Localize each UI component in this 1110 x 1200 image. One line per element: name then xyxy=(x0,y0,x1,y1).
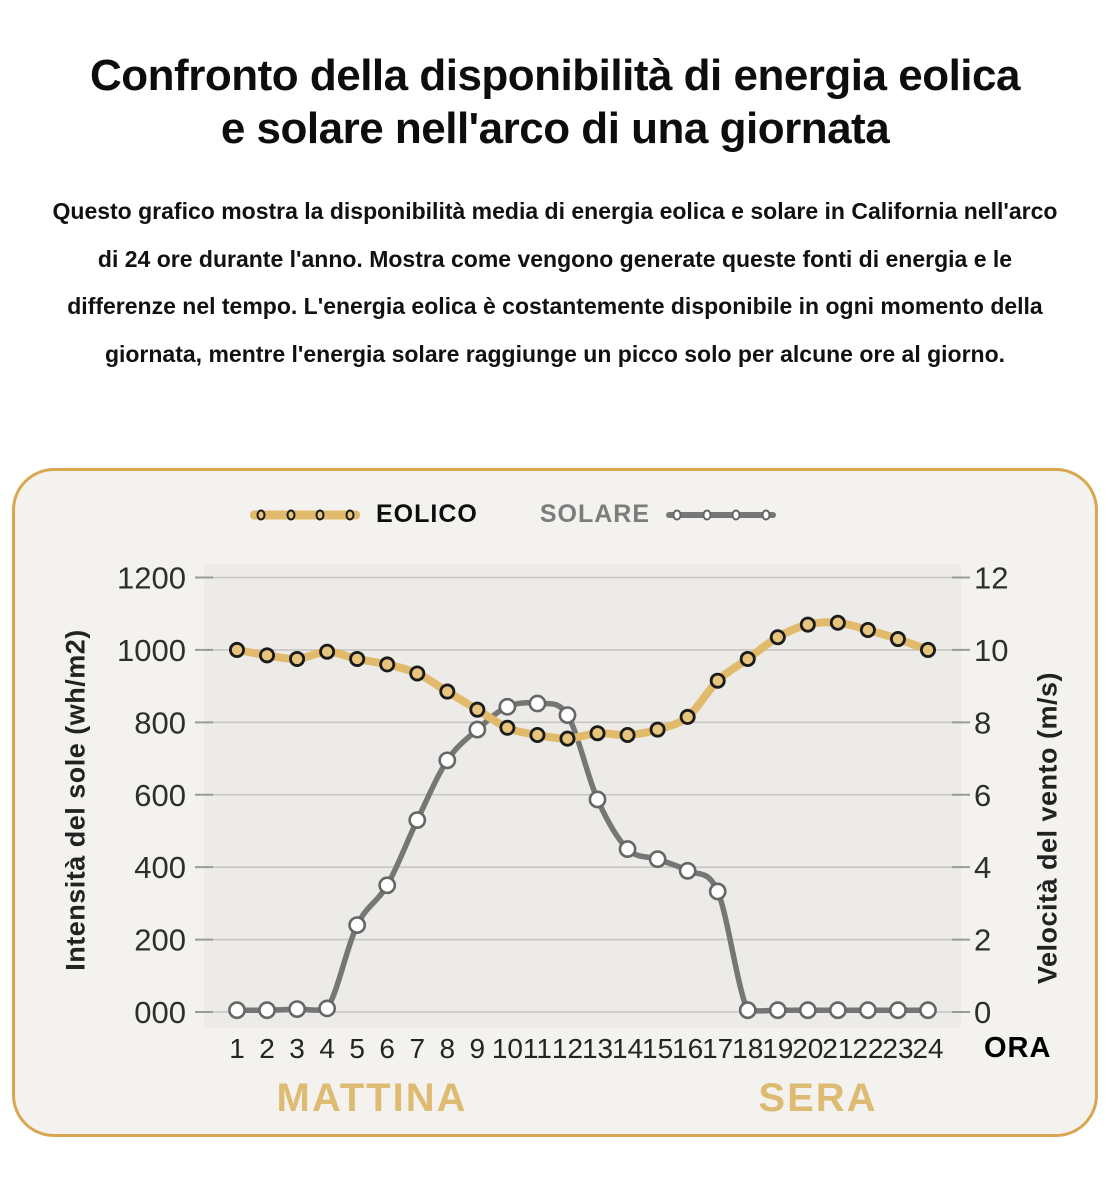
x-axis-tick-label: 4 xyxy=(319,1033,335,1064)
left-axis-tick-label: 1000 xyxy=(117,632,186,668)
plot-background xyxy=(204,564,961,1028)
wind-data-point xyxy=(531,728,544,741)
x-axis-tick-label: 24 xyxy=(912,1033,944,1064)
wind-data-point xyxy=(441,685,454,698)
solar-data-point xyxy=(440,753,455,768)
wind-data-point xyxy=(230,643,243,656)
evening-label: SERA xyxy=(758,1076,878,1120)
right-axis-tick-label: 10 xyxy=(974,632,1009,668)
x-axis-tick-label: 15 xyxy=(642,1033,674,1064)
page-title: Confronto della disponibilità di energia eolica e solare nell'arco di una giornata xyxy=(90,51,1020,153)
solar-data-point xyxy=(350,918,365,933)
solar-data-point xyxy=(800,1003,815,1018)
x-axis-tick-label: 12 xyxy=(551,1033,584,1064)
right-axis-tick-label: 6 xyxy=(974,777,992,813)
wind-data-point xyxy=(411,667,424,680)
wind-data-point xyxy=(260,649,273,662)
wind-data-point xyxy=(891,632,904,645)
x-axis-tick-label: 5 xyxy=(349,1033,365,1064)
x-axis-unit-label: ORA xyxy=(984,1032,1052,1064)
x-axis-tick-label: 10 xyxy=(491,1033,523,1064)
wind-data-point xyxy=(471,703,484,716)
solar-data-point xyxy=(560,707,575,722)
left-axis-tick-label: 200 xyxy=(134,922,186,958)
wind-data-point xyxy=(741,652,754,665)
wind-data-point xyxy=(321,645,334,658)
solar-data-point xyxy=(500,699,515,714)
left-axis-tick-label: 600 xyxy=(134,777,186,813)
solar-data-point xyxy=(380,878,395,893)
right-axis-tick-label: 0 xyxy=(974,995,992,1030)
solar-data-point xyxy=(680,863,695,878)
solar-data-point xyxy=(470,722,485,737)
x-axis-tick-label: 23 xyxy=(882,1033,914,1064)
page-description: Questo grafico mostra la disponibilità media di energia eolica e solare in California nell'arco di 24 ore durante l'anno. Mostra come vengono generate queste fonti di energia e le differenze nel tempo. L'energia eolica è costantemente disponibile in ogni momento della giornata, mentre l'energia solare raggiunge un picco solo per alcune ore al giorno. xyxy=(52,198,1058,367)
solar-data-point xyxy=(890,1003,905,1018)
legend-label-eolico: EOLICO xyxy=(375,500,478,528)
right-axis-tick-label: 12 xyxy=(974,560,1009,596)
wind-data-point xyxy=(711,674,724,687)
wind-data-point xyxy=(921,643,934,656)
x-axis-tick-label: 16 xyxy=(672,1033,704,1064)
left-axis-tick-label: 000 xyxy=(134,995,186,1030)
x-axis-tick-label: 8 xyxy=(439,1033,456,1064)
wind-data-point xyxy=(501,721,514,734)
x-axis-tick-label: 13 xyxy=(581,1033,614,1064)
wind-data-point xyxy=(591,727,604,740)
morning-label: MATTINA xyxy=(276,1076,468,1120)
wind-data-point xyxy=(351,652,364,665)
x-axis-tick-label: 6 xyxy=(379,1033,396,1064)
wind-data-point xyxy=(651,723,664,736)
wind-data-point xyxy=(381,658,394,671)
x-axis-tick-label: 14 xyxy=(611,1033,644,1064)
solar-data-point xyxy=(590,792,605,807)
right-axis-tick-label: 4 xyxy=(974,850,992,886)
wind-data-point xyxy=(801,618,814,631)
x-axis-tick-label: 20 xyxy=(792,1033,824,1064)
solar-data-point xyxy=(229,1003,244,1018)
solar-data-point xyxy=(410,812,425,827)
x-axis-tick-label: 3 xyxy=(289,1033,305,1064)
x-axis-tick-label: 21 xyxy=(822,1033,854,1064)
left-axis-tick-label: 1200 xyxy=(117,560,186,596)
wind-data-point xyxy=(561,732,574,745)
solar-data-point xyxy=(259,1003,274,1018)
x-axis-tick-label: 2 xyxy=(259,1033,275,1064)
left-axis-title: Intensità del sole (wh/m2) xyxy=(60,629,91,971)
solar-data-point xyxy=(920,1003,935,1018)
x-axis-tick-label: 22 xyxy=(852,1033,884,1064)
wind-data-point xyxy=(290,652,303,665)
right-axis-tick-label: 8 xyxy=(974,705,992,741)
solar-data-point xyxy=(740,1003,755,1018)
x-axis-tick-label: 19 xyxy=(762,1033,794,1064)
x-axis-tick-label: 18 xyxy=(732,1033,764,1064)
solar-data-point xyxy=(620,841,635,856)
solar-data-point xyxy=(320,1001,335,1016)
wind-data-point xyxy=(771,631,784,644)
right-axis-title: Velocità del vento (m/s) xyxy=(1032,671,1063,985)
left-axis-tick-label: 800 xyxy=(134,705,186,741)
x-axis-tick-label: 7 xyxy=(409,1033,426,1064)
solar-data-point xyxy=(860,1003,875,1018)
x-axis-tick-label: 1 xyxy=(229,1033,245,1064)
legend-label-solare: SOLARE xyxy=(539,500,651,528)
right-axis-tick-label: 2 xyxy=(974,922,992,958)
x-axis-tick-label: 9 xyxy=(469,1033,486,1064)
wind-data-point xyxy=(621,728,634,741)
solar-data-point xyxy=(770,1003,785,1018)
left-axis-tick-label: 400 xyxy=(134,850,186,886)
wind-data-point xyxy=(681,710,694,723)
x-axis-tick-label: 11 xyxy=(522,1033,552,1064)
solar-data-point xyxy=(710,884,725,899)
solar-data-point xyxy=(650,852,665,867)
solar-data-point xyxy=(289,1002,304,1017)
wind-data-point xyxy=(861,623,874,636)
solar-data-point xyxy=(830,1003,845,1018)
x-axis-tick-label: 17 xyxy=(702,1033,734,1064)
solar-data-point xyxy=(530,696,545,711)
wind-data-point xyxy=(831,616,844,629)
